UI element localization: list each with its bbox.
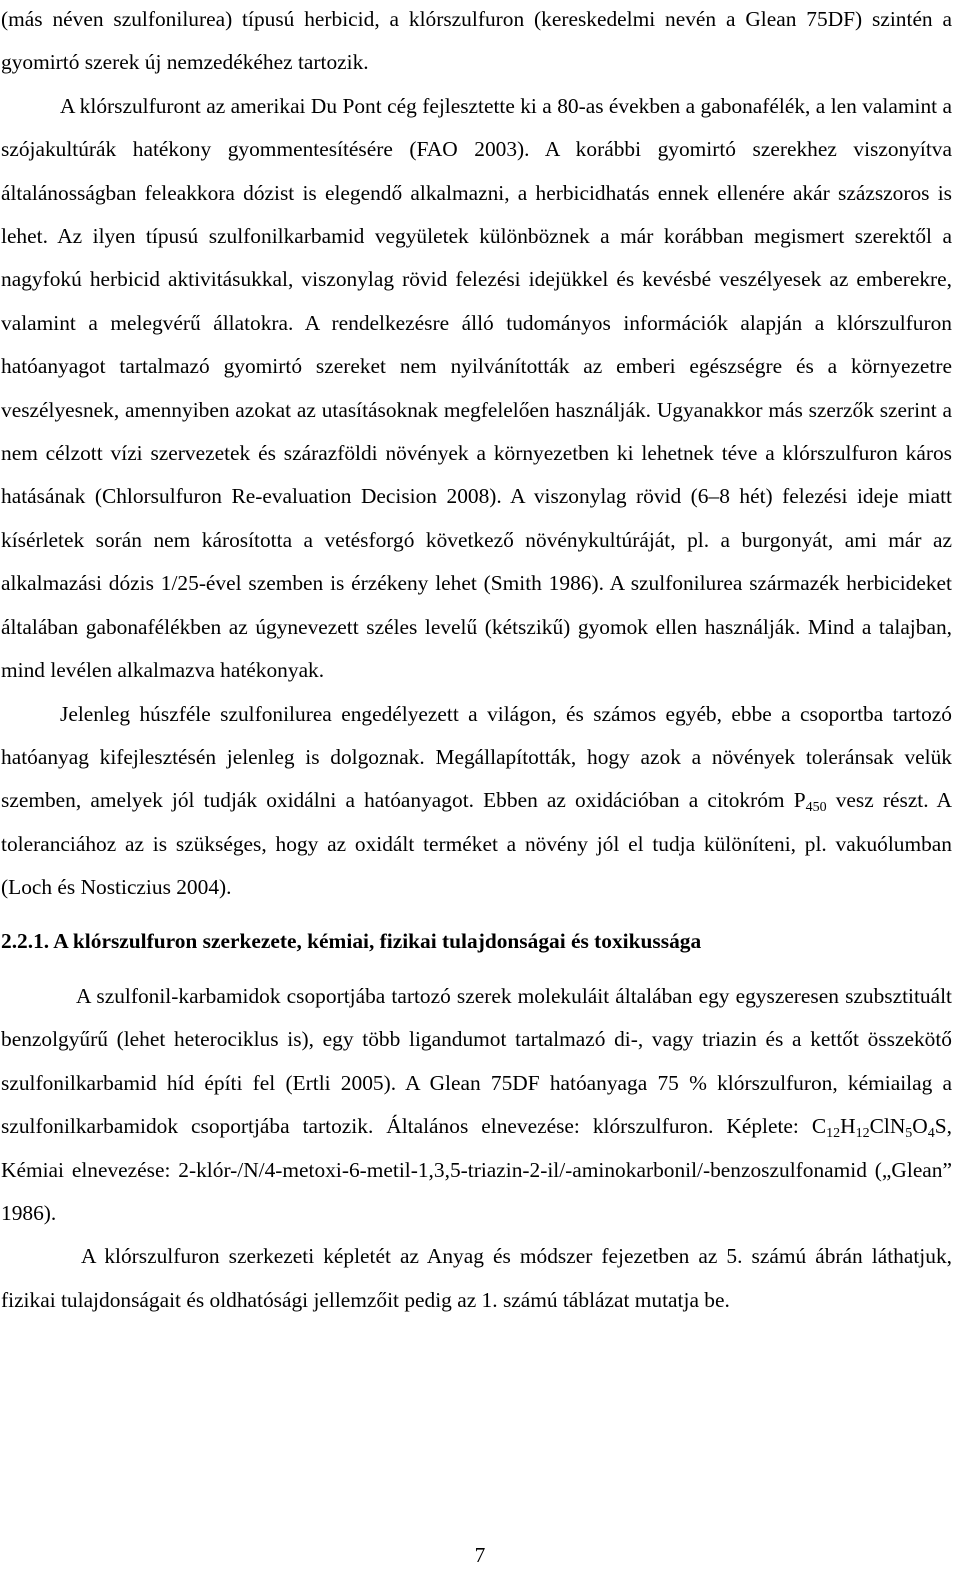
formula-element: O	[912, 1114, 928, 1139]
paragraph-text: Jelenleg húszféle szulfonilurea engedélyezett a világon, és számos egyéb, ebbe a csoportba tartozó hatóanyag kifejlesztésén jelenleg is dolgoznak. Megállapították, hogy azok a növények toleránsak velük szemben, amelyek jól tudják oxidálni a hatóanyagot. Ebben az oxidációban a citokróm P	[1, 701, 952, 813]
paragraph-text: A szulfonil-karbamidok csoportjába tartozó szerek molekuláit általában egy egyszeresen szubsztituált benzolgyűrű (lehet heterociklus is), egy több ligandumot tartalmazó di-, vagy triazin és a kettőt összekötő szulfonilkarbamid híd építi fel (Ertli 2005). A Glean 75DF hatóanyaga 75 % klórszulfuron, kémiailag a szulfonilkarbamidok csoportjába tartozik. Általános elnevezése: klórszulfuron. Képlete:	[1, 983, 952, 1139]
paragraph-chlorsulfuron-development: A klórszulfuront az amerikai Du Pont cég fejlesztette ki a 80-as években a gabonafélék, a len valamint a szójakultúrák hatékony gyommentesítésére (FAO 2003). A korábbi gyomirtó szerekhez viszonyítva általánosságban feleakkora dózist is elegendő alkalmazni, a herbicidhatás ennek ellenére akár százszoros is lehet. Az ilyen típusú szulfonilkarbamid vegyületek különböznek a már korábban megismert szerektől a nagyfokú herbicid aktivitásukkal, viszonylag rövid felezési idejükkel és kevésbé veszélyesek az emberekre, valamint a melegvérű állatokra. A rendelkezésre álló tudományos információk alapján a klórszulfuron hatóanyagot tartalmazó gyomirtó szereket nem nyilvánították az emberi egészségre és a környezetre veszélyesnek, amennyiben azokat az utasításoknak megfelelően használják. Ugyanakkor más szerzők szerint a nem célzott vízi szervezetek és szárazföldi növények a környezetben ki lehetnek téve a klórszulfuron káros hatásának (Chlorsulfuron Re-evaluation Decision 2008). A viszonylag rövid (6–8 hét) felezési ideje miatt kísérletek során nem károsította a vetésforgó következő növénykultúráját, pl. a burgonyát, ami már az alkalmazási dózis 1/25-ével szemben is érzékeny lehet (Smith 1986). A szulfonilurea származék herbicideket általában gabonafélékben az úgynevezett széles levelű (kétszikű) gyomok ellen használják. Mind a talajban, mind levélen alkalmazva hatékonyak.	[1, 93, 952, 683]
formula-subscript: 4	[927, 1126, 935, 1142]
paragraph-molecule-structure	[1, 975, 952, 1235]
body-text	[1, 0, 952, 1322]
section-heading: 2.2.1. A klórszulfuron szerkezete, kémiai, fizikai tulajdonságai és toxikussága	[1, 928, 702, 953]
paragraph-text: vesz részt. A toleranciához az is szükséges, hogy az oxidált terméket a növény jól el tudja különíteni, pl. vakuólumban (Loch és Nosticzius 2004).	[1, 788, 953, 900]
paragraph-figure-reference: A klórszulfuron szerkezeti képletét az Anyag és módszer fejezetben az 5. számú ábrán láthatjuk, fizikai tulajdonságait és oldhatósági jellemzőit pedig az 1. számú táblázat mutatja be.	[1, 1244, 952, 1312]
formula-subscript: 12	[855, 1126, 870, 1142]
formula-element: C	[811, 1114, 827, 1139]
formula-element: S	[934, 1114, 947, 1139]
subscript-450: 450	[805, 800, 827, 816]
paragraph-text: , Kémiai elnevezése: 2-klór-/N/4-metoxi-6-metil-1,3,5-triazin-2-il/-aminokarbonil/-benzoszulfonamid („Glean” 1986).	[1, 1114, 952, 1225]
paragraph-continuation: (más néven szulfonilurea) típusú herbicid, a klórszulfuron (kereskedelmi nevén a Glean 75DF) szintén a gyomirtó szerek új nemzedékéhez tartozik.	[1, 7, 952, 75]
paragraph-sulfonylurea-tolerance	[1, 693, 952, 910]
chemical-formula	[811, 1114, 947, 1142]
formula-element: ClN	[869, 1114, 906, 1139]
formula-subscript: 5	[905, 1126, 913, 1142]
page-number: 7	[474, 1543, 486, 1567]
formula-element: H	[840, 1114, 856, 1139]
formula-subscript: 12	[826, 1126, 841, 1142]
